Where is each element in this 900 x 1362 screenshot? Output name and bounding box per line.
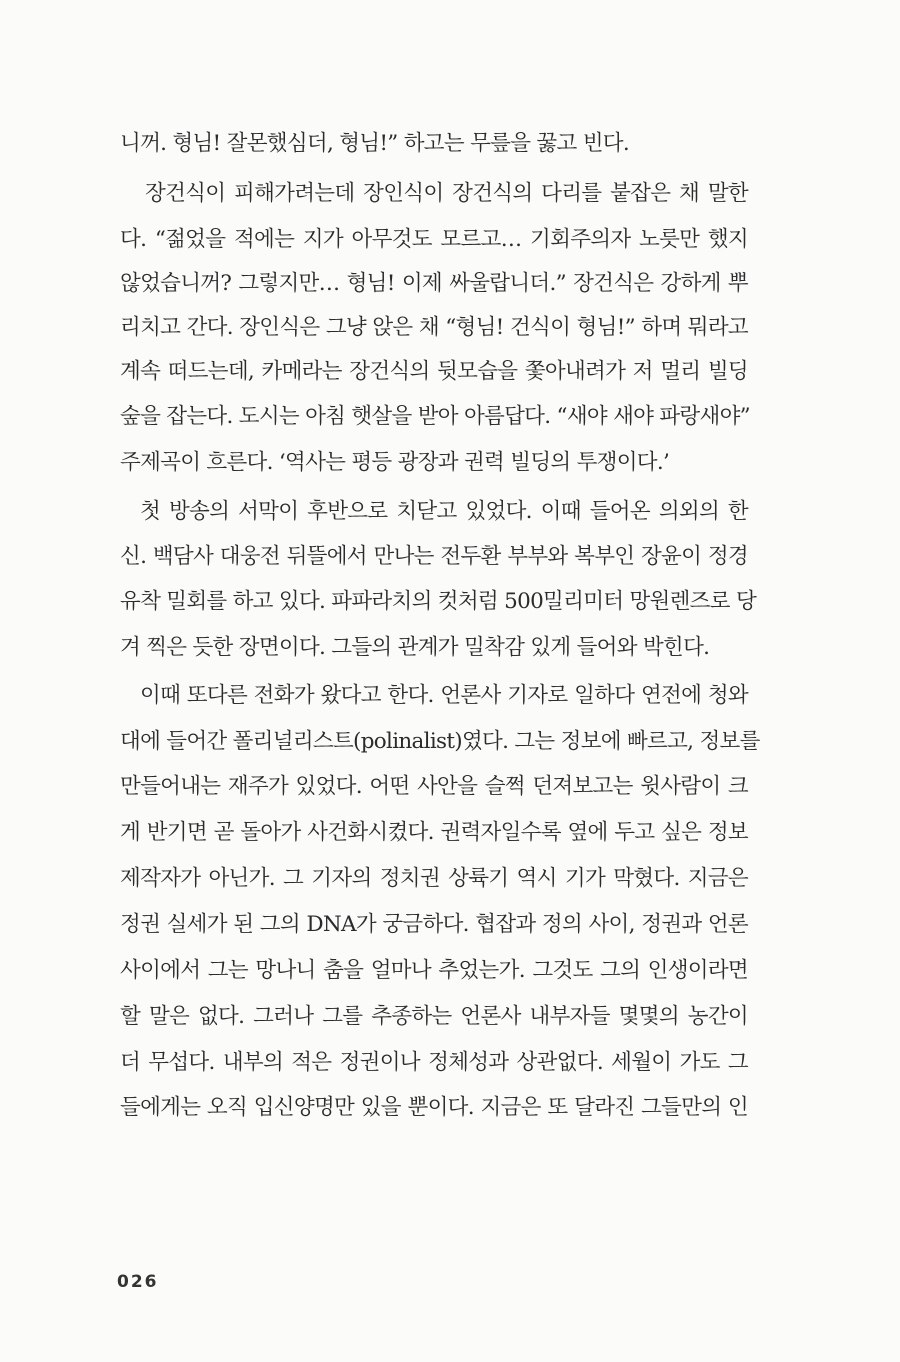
text-line: 만들어내는 재주가 있었다. 어떤 사안을 슬쩍 던져보고는 윗사람이 크 <box>120 774 748 799</box>
text-line: 유착 밀회를 하고 있다. 파파라치의 컷처럼 500밀리미터 망원렌즈로 당 <box>120 589 757 614</box>
text-line: 장건식이 피해가려는데 장인식이 장건식의 다리를 붙잡은 채 말한 <box>145 181 748 206</box>
text-line: 다. “젊었을 적에는 지가 아무것도 모르고… 기회주의자 노릇만 했지 <box>120 227 748 252</box>
text-line: 주제곡이 흐른다. ‘역사는 평등 광장과 권력 빌딩의 투쟁이다.’ <box>120 450 670 475</box>
text-line: 숲을 잡는다. 도시는 아침 햇살을 받아 아름답다. “새야 새야 파랑새야” <box>120 404 750 429</box>
text-line: 신. 백담사 대웅전 뒤뜰에서 만나는 전두환 부부와 복부인 장윤이 정경 <box>120 544 748 569</box>
text-line: 들에게는 오직 입신양명만 있을 뿐이다. 지금은 또 달라진 그들만의 인 <box>120 1095 748 1120</box>
page-number: 026 <box>117 1272 159 1292</box>
text-line: 리치고 간다. 장인식은 그냥 앉은 채 “형님! 건식이 형님!” 하며 뭐라고 <box>120 315 748 340</box>
text-line: 첫 방송의 서막이 후반으로 치닫고 있었다. 이때 들어온 의외의 한 <box>140 499 748 524</box>
text-line: 더 무섭다. 내부의 적은 정권이나 정체성과 상관없다. 세월이 가도 그 <box>120 1050 748 1075</box>
text-line: 제작자가 아닌가. 그 기자의 정치권 상륙기 역시 기가 막혔다. 지금은 <box>120 866 748 891</box>
text-line: 계속 떠드는데, 카메라는 장건식의 뒷모습을 쫓아내려가 저 멀리 빌딩 <box>120 359 748 384</box>
text-line: 이때 또다른 전화가 왔다고 한다. 언론사 기자로 일하다 연전에 청와 <box>140 683 748 708</box>
text-line: 않었습니꺼? 그렇지만… 형님! 이제 싸울랍니더.” 장건식은 강하게 뿌 <box>120 271 748 296</box>
text-line: 대에 들어간 폴리널리스트(polinalist)였다. 그는 정보에 빠르고, 정보를 <box>120 729 760 754</box>
text-line: 게 반기면 곧 돌아가 사건화시켰다. 권력자일수록 옆에 두고 싶은 정보 <box>120 820 748 845</box>
text-line: 할 말은 없다. 그러나 그를 추종하는 언론사 내부자들 몇몇의 농간이 <box>120 1004 748 1029</box>
text-line: 정권 실세가 된 그의 DNA가 궁금하다. 협잡과 정의 사이, 정권과 언론 <box>120 912 748 937</box>
text-line: 사이에서 그는 망나니 춤을 얼마나 추었는가. 그것도 그의 인생이라면 <box>120 958 748 983</box>
text-line: 겨 찍은 듯한 장면이다. 그들의 관계가 밀착감 있게 들어와 박힌다. <box>120 635 710 660</box>
text-line: 니꺼. 형님! 잘몬했심더, 형님!” 하고는 무릎을 꿇고 빈다. <box>120 131 629 156</box>
